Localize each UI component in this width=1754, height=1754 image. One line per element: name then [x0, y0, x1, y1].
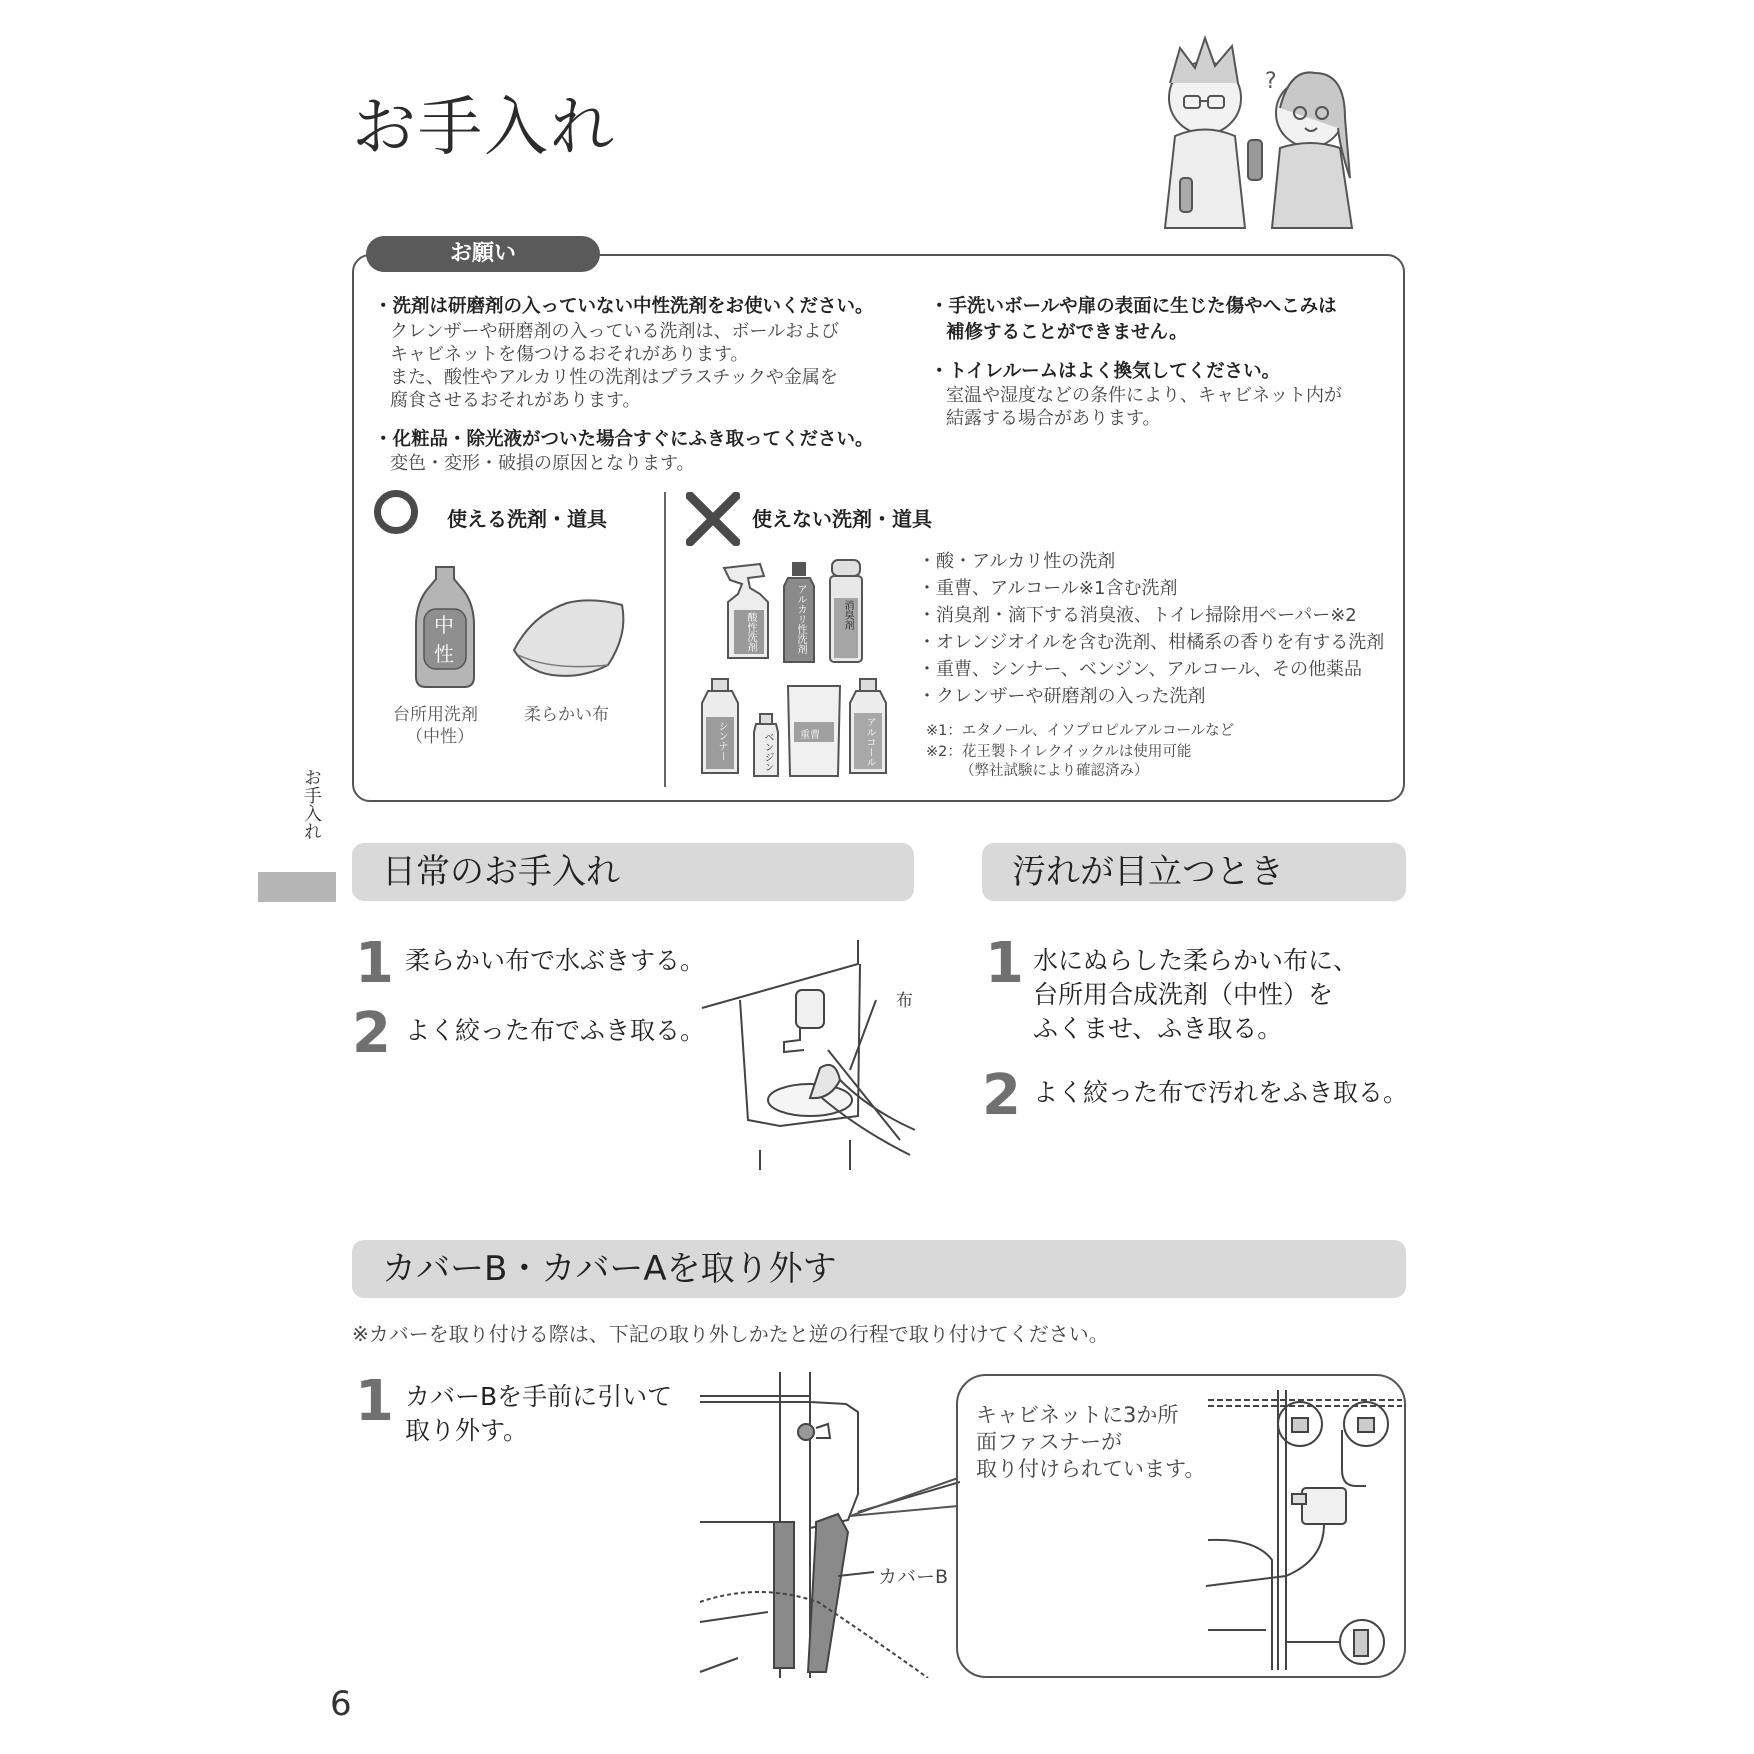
ng-note-2b: （弊社試験により確認済み）	[960, 763, 1149, 779]
detergent-label-2: 性	[434, 642, 454, 666]
notice-text: また、酸性やアルカリ性の洗剤はプラスチックや金属を	[390, 367, 838, 388]
daily-step-1-number: 1	[355, 931, 394, 996]
cover-step-1-line-2: 取り外す。	[405, 1416, 529, 1445]
bottle-label-benzine: ベンジン	[762, 732, 773, 772]
cover-b-label: カバーB	[878, 1566, 949, 1588]
ng-alcohol-bottle	[848, 677, 888, 777]
item-kitchen-detergent-sub: （中性）	[406, 727, 474, 747]
daily-step-2-text: よく絞った布でふき取る。	[405, 1016, 706, 1045]
ng-thinner-bottle	[700, 677, 740, 777]
cover-install-note: ※カバーを取り付ける際は、下記の取り外しかたと逆の行程で取り付けてください。	[352, 1322, 1109, 1346]
characters-illustration	[1140, 28, 1390, 238]
notice-heading-cosmetics: ・化粧品・除光液がついた場合すぐにふき取ってください。	[374, 429, 874, 450]
ng-alkaline-bottle	[782, 560, 816, 664]
ng-note-1: ※1：エタノール、イソプロピルアルコールなど	[926, 723, 1235, 739]
svg-text:?: ?	[1265, 69, 1277, 94]
soft-cloth-icon	[512, 595, 630, 681]
ng-item: ・クレンザーや研磨剤の入った洗剤	[918, 686, 1206, 707]
cover-step-1-line-1: カバーBを手前に引いて	[405, 1382, 673, 1411]
wiping-illustration	[700, 940, 922, 1170]
notice-heading-ventilation: ・トイレルームはよく換気してください。	[930, 361, 1281, 382]
dirty-step-2-number: 2	[982, 1063, 1021, 1128]
dirty-step-1-line-1: 水にぬらした柔らかい布に、	[1033, 946, 1359, 975]
callout-line-1: キャビネットに3か所	[976, 1403, 1179, 1427]
cloth-callout-label: 布	[896, 991, 913, 1011]
kitchen-detergent-bottle	[412, 565, 478, 689]
bottle-label-deodorant: 消臭剤	[842, 600, 853, 630]
daily-step-1-text: 柔らかい布で水ぶきする。	[405, 946, 706, 975]
side-tab-label: お手入れ	[301, 768, 322, 840]
notice-text: 結露する場合があります。	[946, 408, 1161, 429]
page-title: お手入れ	[352, 91, 616, 165]
dirty-step-1-line-2: 台所用合成洗剤（中性）を	[1033, 980, 1334, 1009]
bottle-label-alkaline: アルカリ性洗剤	[795, 584, 806, 654]
notice-text: キャビネットを傷つけるおそれがあります。	[390, 344, 749, 365]
ng-item: ・消臭剤・滴下する消臭液、トイレ掃除用ペーパー※2	[918, 605, 1357, 626]
callout-line-2: 面ファスナーが	[976, 1430, 1123, 1454]
fastener-closeup-illustration	[1206, 1390, 1402, 1670]
notice-text: 変色・変形・破損の原因となります。	[390, 453, 695, 474]
callout-line-3: 取り付けられています。	[976, 1457, 1206, 1481]
item-soft-cloth-label: 柔らかい布	[524, 705, 609, 725]
notice-text: クレンザーや研磨剤の入っている洗剤は、ボールおよび	[390, 321, 840, 342]
ng-item: ・重曹、アルコール※1含む洗剤	[918, 578, 1178, 599]
notice-text: 室温や湿度などの条件により、キャビネット内が	[946, 385, 1342, 406]
ng-benzine-bottle	[752, 712, 780, 778]
bottle-label-thinner: シンナー	[716, 721, 727, 761]
page-number: 6	[330, 1684, 352, 1724]
cover-step-1-number: 1	[355, 1369, 394, 1434]
bottle-label-acid: 酸性洗剤	[745, 612, 756, 652]
dirty-step-1-number: 1	[985, 931, 1024, 996]
ng-item: ・オレンジオイルを含む洗剤、柑橘系の香りを有する洗剤	[918, 632, 1385, 653]
ng-heading: 使えない洗剤・道具	[752, 507, 932, 531]
notice-tag: お願い	[366, 236, 600, 272]
notice-heading-detergent: ・洗剤は研磨剤の入っていない中性洗剤をお使いください。	[374, 296, 874, 317]
ng-cross-icon	[686, 492, 740, 546]
daily-step-2-number: 2	[352, 1001, 391, 1066]
daily-care-section-title: 日常のお手入れ	[352, 843, 914, 901]
cover-removal-section-title: カバーB・カバーAを取り外す	[352, 1240, 1406, 1298]
dirty-step-2-text: よく絞った布で汚れをふき取る。	[1033, 1078, 1409, 1107]
callout-pointer	[850, 1476, 960, 1526]
ng-item: ・重曹、シンナー、ベンジン、アルコール、その他薬品	[918, 659, 1362, 680]
detergent-label-1: 中	[434, 613, 454, 637]
ng-note-2: ※2：花王製トイレクイックルは使用可能	[926, 744, 1192, 760]
bottle-label-soda: 重曹	[800, 730, 820, 741]
bottle-label-alcohol: アルコール	[864, 717, 875, 767]
notice-heading-scratches: ・手洗いボールや扉の表面に生じた傷やへこみは	[930, 296, 1337, 317]
ng-spray-bottle	[720, 562, 776, 662]
dirty-care-section-title: 汚れが目立つとき	[982, 843, 1406, 901]
notice-text: 腐食させるおそれがあります。	[390, 390, 641, 411]
ng-baking-soda-container	[786, 682, 842, 778]
side-tab-marker	[258, 872, 336, 902]
ng-deodorant-can	[828, 558, 864, 664]
ok-circle-icon	[374, 490, 418, 534]
ok-heading: 使える洗剤・道具	[447, 507, 607, 531]
item-kitchen-detergent-label: 台所用洗剤	[393, 705, 478, 725]
notice-divider	[664, 492, 666, 787]
dirty-step-1-line-3: ふくませ、ふき取る。	[1033, 1014, 1283, 1043]
notice-heading-scratches-2: 補修することができません。	[946, 322, 1188, 343]
ng-item: ・酸・アルカリ性の洗剤	[918, 551, 1116, 572]
